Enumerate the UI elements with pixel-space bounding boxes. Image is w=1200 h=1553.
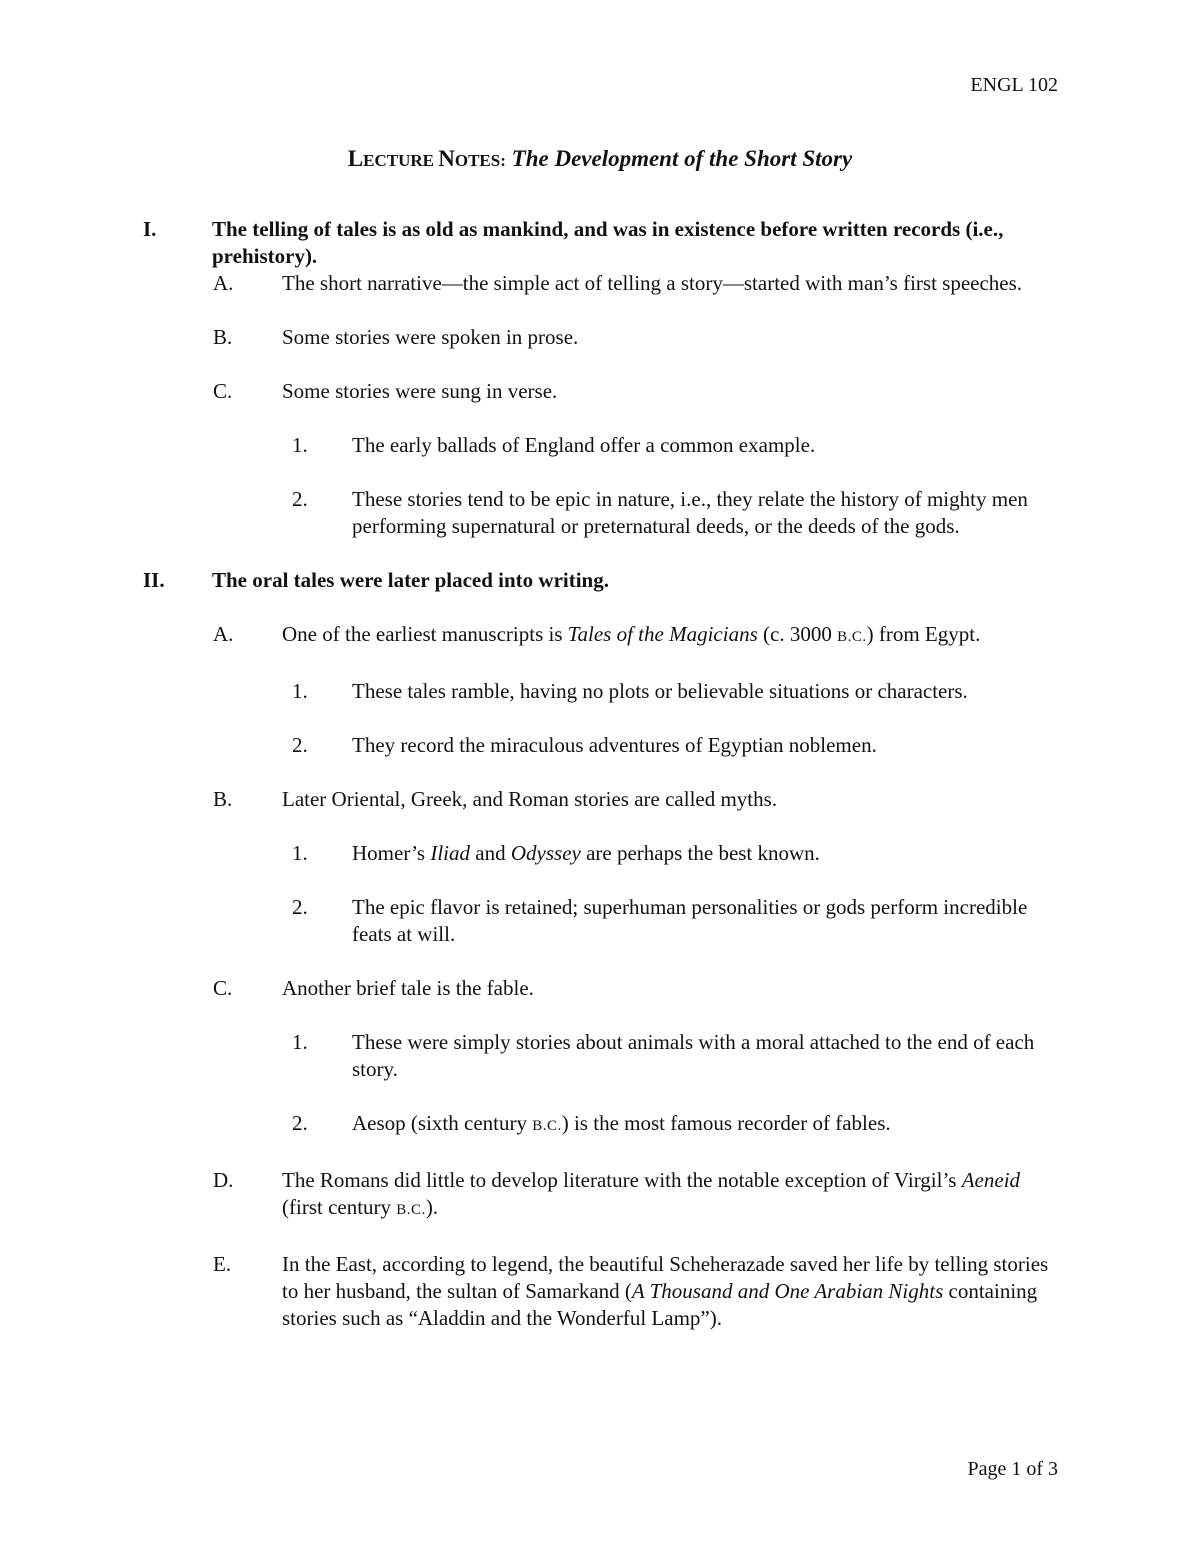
title-smallcaps: ECTURE bbox=[363, 151, 439, 170]
item-text bbox=[282, 621, 1062, 651]
item-label: 1. bbox=[292, 841, 308, 865]
section-label: II. bbox=[143, 568, 165, 592]
era-abbrev: B.C. bbox=[396, 1202, 426, 1218]
text-run: The Romans did little to develop literature with the notable exception of Virgil’s bbox=[282, 1168, 962, 1192]
list-item bbox=[0, 378, 1200, 405]
text-run: In the East, according to legend, the beautiful Scheherazade saved her life by telling stories to her husband, the sultan of Samarkand ( bbox=[282, 1252, 1049, 1303]
text-run: are perhaps the best known. bbox=[580, 841, 820, 865]
book-title: Odyssey bbox=[510, 841, 581, 865]
list-item bbox=[0, 270, 1200, 297]
item-text: These stories tend to be epic in nature, i.e., they relate the history of mighty men performing supernatural or preternatural deeds, or the deeds of the gods. bbox=[352, 487, 1028, 538]
item-text: The short narrative—the simple act of telling a story—started with man’s first speeches. bbox=[282, 271, 1023, 295]
item-label: E. bbox=[213, 1252, 232, 1276]
item-text: These were simply stories about animals with a moral attached to the end of each story. bbox=[352, 1030, 1035, 1081]
item-text: Later Oriental, Greek, and Roman stories are called myths. bbox=[282, 787, 778, 811]
item-label: 1. bbox=[292, 679, 308, 703]
text-run: One of the earliest manuscripts is bbox=[282, 622, 568, 646]
list-item bbox=[0, 894, 1200, 948]
item-label: D. bbox=[213, 1168, 234, 1192]
list-item bbox=[0, 732, 1200, 759]
section-heading: The oral tales were later placed into writing. bbox=[212, 568, 609, 592]
item-text bbox=[352, 1110, 1052, 1140]
list-item bbox=[0, 432, 1200, 459]
item-text: Some stories were sung in verse. bbox=[282, 379, 558, 403]
list-item bbox=[0, 486, 1200, 540]
book-title: Tales of the Magicians bbox=[567, 622, 758, 646]
book-title: A Thousand and One Arabian Nights bbox=[631, 1279, 944, 1303]
item-text bbox=[282, 1251, 1062, 1332]
list-item bbox=[0, 1251, 1200, 1332]
text-run: ). bbox=[425, 1195, 439, 1219]
item-text: They record the miraculous adventures of Egyptian noblemen. bbox=[352, 733, 877, 757]
item-label: C. bbox=[213, 976, 233, 1000]
era-abbrev: B.C. bbox=[837, 629, 867, 645]
list-item bbox=[0, 786, 1200, 813]
item-text bbox=[282, 1167, 1062, 1224]
text-run: ) from Egypt. bbox=[866, 622, 981, 646]
item-label: C. bbox=[213, 379, 233, 403]
list-item bbox=[0, 840, 1200, 867]
item-text: Some stories were spoken in prose. bbox=[282, 325, 579, 349]
title-initial: L bbox=[347, 146, 364, 171]
outline bbox=[0, 216, 1200, 1332]
text-run: (first century bbox=[282, 1195, 397, 1219]
item-text: These tales ramble, having no plots or believable situations or characters. bbox=[352, 679, 968, 703]
list-item bbox=[0, 1167, 1200, 1224]
page-number: Page 1 of 3 bbox=[967, 1458, 1058, 1480]
item-label: 2. bbox=[292, 733, 308, 757]
text-run: ) is the most famous recorder of fables. bbox=[561, 1111, 891, 1135]
section-label: I. bbox=[143, 217, 157, 241]
item-label: 2. bbox=[292, 1111, 308, 1135]
item-label: 1. bbox=[292, 1030, 308, 1054]
section-2 bbox=[0, 567, 1200, 594]
item-label: B. bbox=[213, 787, 233, 811]
book-title: Aeneid bbox=[961, 1168, 1021, 1192]
item-label: B. bbox=[213, 325, 233, 349]
text-run: containing stories such as “Aladdin and the Wonderful Lamp”). bbox=[282, 1279, 1038, 1330]
item-label: A. bbox=[213, 622, 234, 646]
course-header: ENGL 102 bbox=[970, 74, 1058, 96]
text-run: Aesop (sixth century bbox=[352, 1111, 533, 1135]
item-label: A. bbox=[213, 271, 234, 295]
list-item bbox=[0, 621, 1200, 651]
item-text bbox=[352, 840, 1052, 867]
text-run: (c. 3000 bbox=[757, 622, 838, 646]
item-text: The early ballads of England offer a common example. bbox=[352, 433, 816, 457]
text-run: Homer’s bbox=[352, 841, 431, 865]
item-label: 1. bbox=[292, 433, 308, 457]
item-label: 2. bbox=[292, 487, 308, 511]
item-text: The epic flavor is retained; superhuman personalities or gods perform incredible feats at will. bbox=[352, 895, 1028, 946]
item-text: Another brief tale is the fable. bbox=[282, 976, 534, 1000]
list-item bbox=[0, 1029, 1200, 1083]
section-heading: The telling of tales is as old as mankind, and was in existence before written records (i.e., prehistory). bbox=[212, 217, 1004, 268]
item-label: 2. bbox=[292, 895, 308, 919]
page-title bbox=[0, 144, 1200, 176]
list-item bbox=[0, 678, 1200, 705]
title-notes-rest: OTES: bbox=[454, 151, 506, 170]
list-item bbox=[0, 324, 1200, 351]
title-notes-initial: N bbox=[438, 146, 455, 171]
title-italic: The Development of the Short Story bbox=[511, 146, 853, 171]
book-title: Iliad bbox=[430, 841, 471, 865]
list-item bbox=[0, 1110, 1200, 1140]
era-abbrev: B.C. bbox=[532, 1118, 562, 1134]
text-run: and bbox=[470, 841, 511, 865]
section-1 bbox=[0, 216, 1200, 270]
list-item bbox=[0, 975, 1200, 1002]
